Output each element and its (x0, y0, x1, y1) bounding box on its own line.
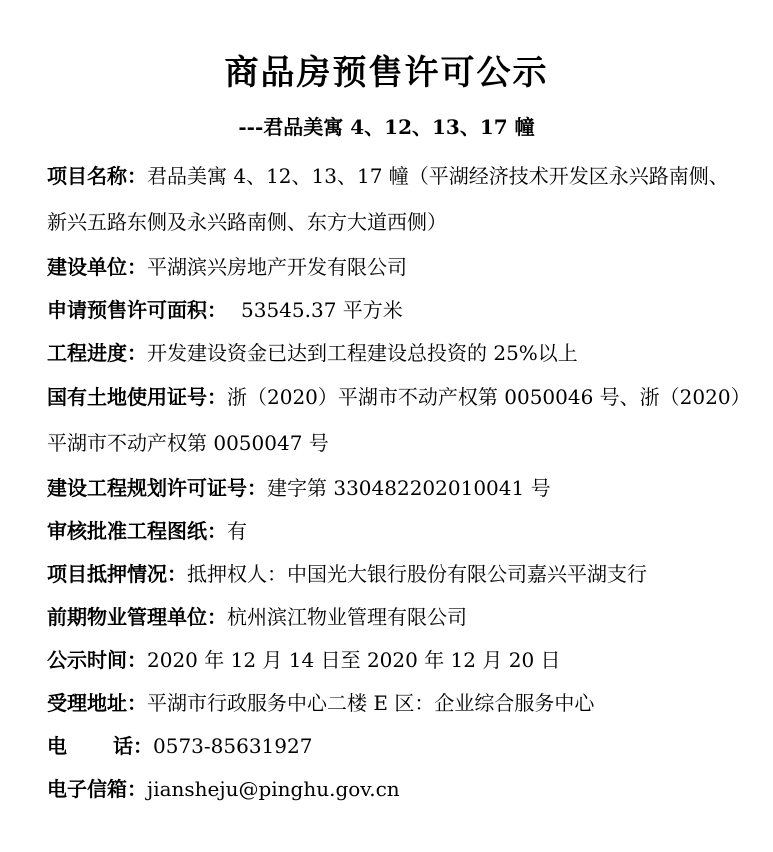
field-label: 项目名称： (47, 164, 147, 188)
field-progress (47, 332, 747, 375)
field-label: 审核批准工程图纸： (47, 519, 227, 543)
field-label: 前期物业管理单位： (47, 605, 227, 629)
field-label-part: 电 (47, 734, 67, 758)
field-property-management (47, 596, 747, 639)
field-address (47, 682, 747, 725)
field-label: 工程进度： (47, 341, 147, 365)
field-label: 公示时间： (47, 648, 147, 672)
field-value: 开发建设资金已达到工程建设总投资的 25%以上 (147, 341, 578, 365)
page-subtitle: ---君品美寓 4、12、13、17 幢 (238, 115, 535, 139)
field-value: 平湖市行政服务中心二楼 E 区：企业综合服务中心 (147, 691, 595, 715)
field-label: 国有土地使用证号： (47, 385, 227, 409)
field-mortgage (47, 553, 747, 596)
field-presale-area (47, 289, 747, 332)
field-label-part: 话： (113, 734, 153, 758)
field-value: 平湖滨兴房地产开发有限公司 (147, 255, 407, 279)
field-value: 有 (227, 519, 247, 543)
field-label: 建设单位： (47, 255, 147, 279)
field-label: 申请预售许可面积： (47, 298, 227, 322)
field-phone (47, 725, 747, 768)
field-value: 2020 年 12 月 14 日至 2020 年 12 月 20 日 (147, 648, 561, 672)
field-value: 53545.37 平方米 (241, 298, 403, 322)
field-planning-permit (47, 467, 747, 510)
field-drawings-approved (47, 510, 747, 553)
field-label: 项目抵押情况： (47, 562, 187, 586)
field-publicity-period (47, 639, 747, 682)
field-value: 浙（2020）平湖市不动产权第 0050046 号、浙（2020）平湖市不动产权第 0050047 号 (47, 385, 741, 455)
field-land-certificate (47, 375, 747, 467)
field-value: 杭州滨江物业管理有限公司 (227, 605, 467, 629)
field-value: jiansheju@pinghu.gov.cn (147, 777, 400, 801)
field-project-name (47, 154, 747, 246)
field-value: 君品美寓 4、12、13、17 幢（平湖经济技术开发区永兴路南侧、新兴五路东侧及永兴路南侧、东方大道西侧） (47, 164, 729, 234)
field-label: 电子信箱： (47, 777, 147, 801)
page-title: 商品房预售许可公示 (224, 53, 549, 93)
field-label: 受理地址： (47, 691, 147, 715)
field-value: 抵押权人：中国光大银行股份有限公司嘉兴平湖支行 (187, 562, 647, 586)
notice-content (47, 154, 747, 811)
field-value: 0573-85631927 (153, 734, 313, 758)
field-value: 建字第 330482202010041 号 (267, 476, 551, 500)
field-email (47, 768, 747, 811)
field-developer (47, 246, 747, 289)
field-label: 建设工程规划许可证号： (47, 476, 267, 500)
